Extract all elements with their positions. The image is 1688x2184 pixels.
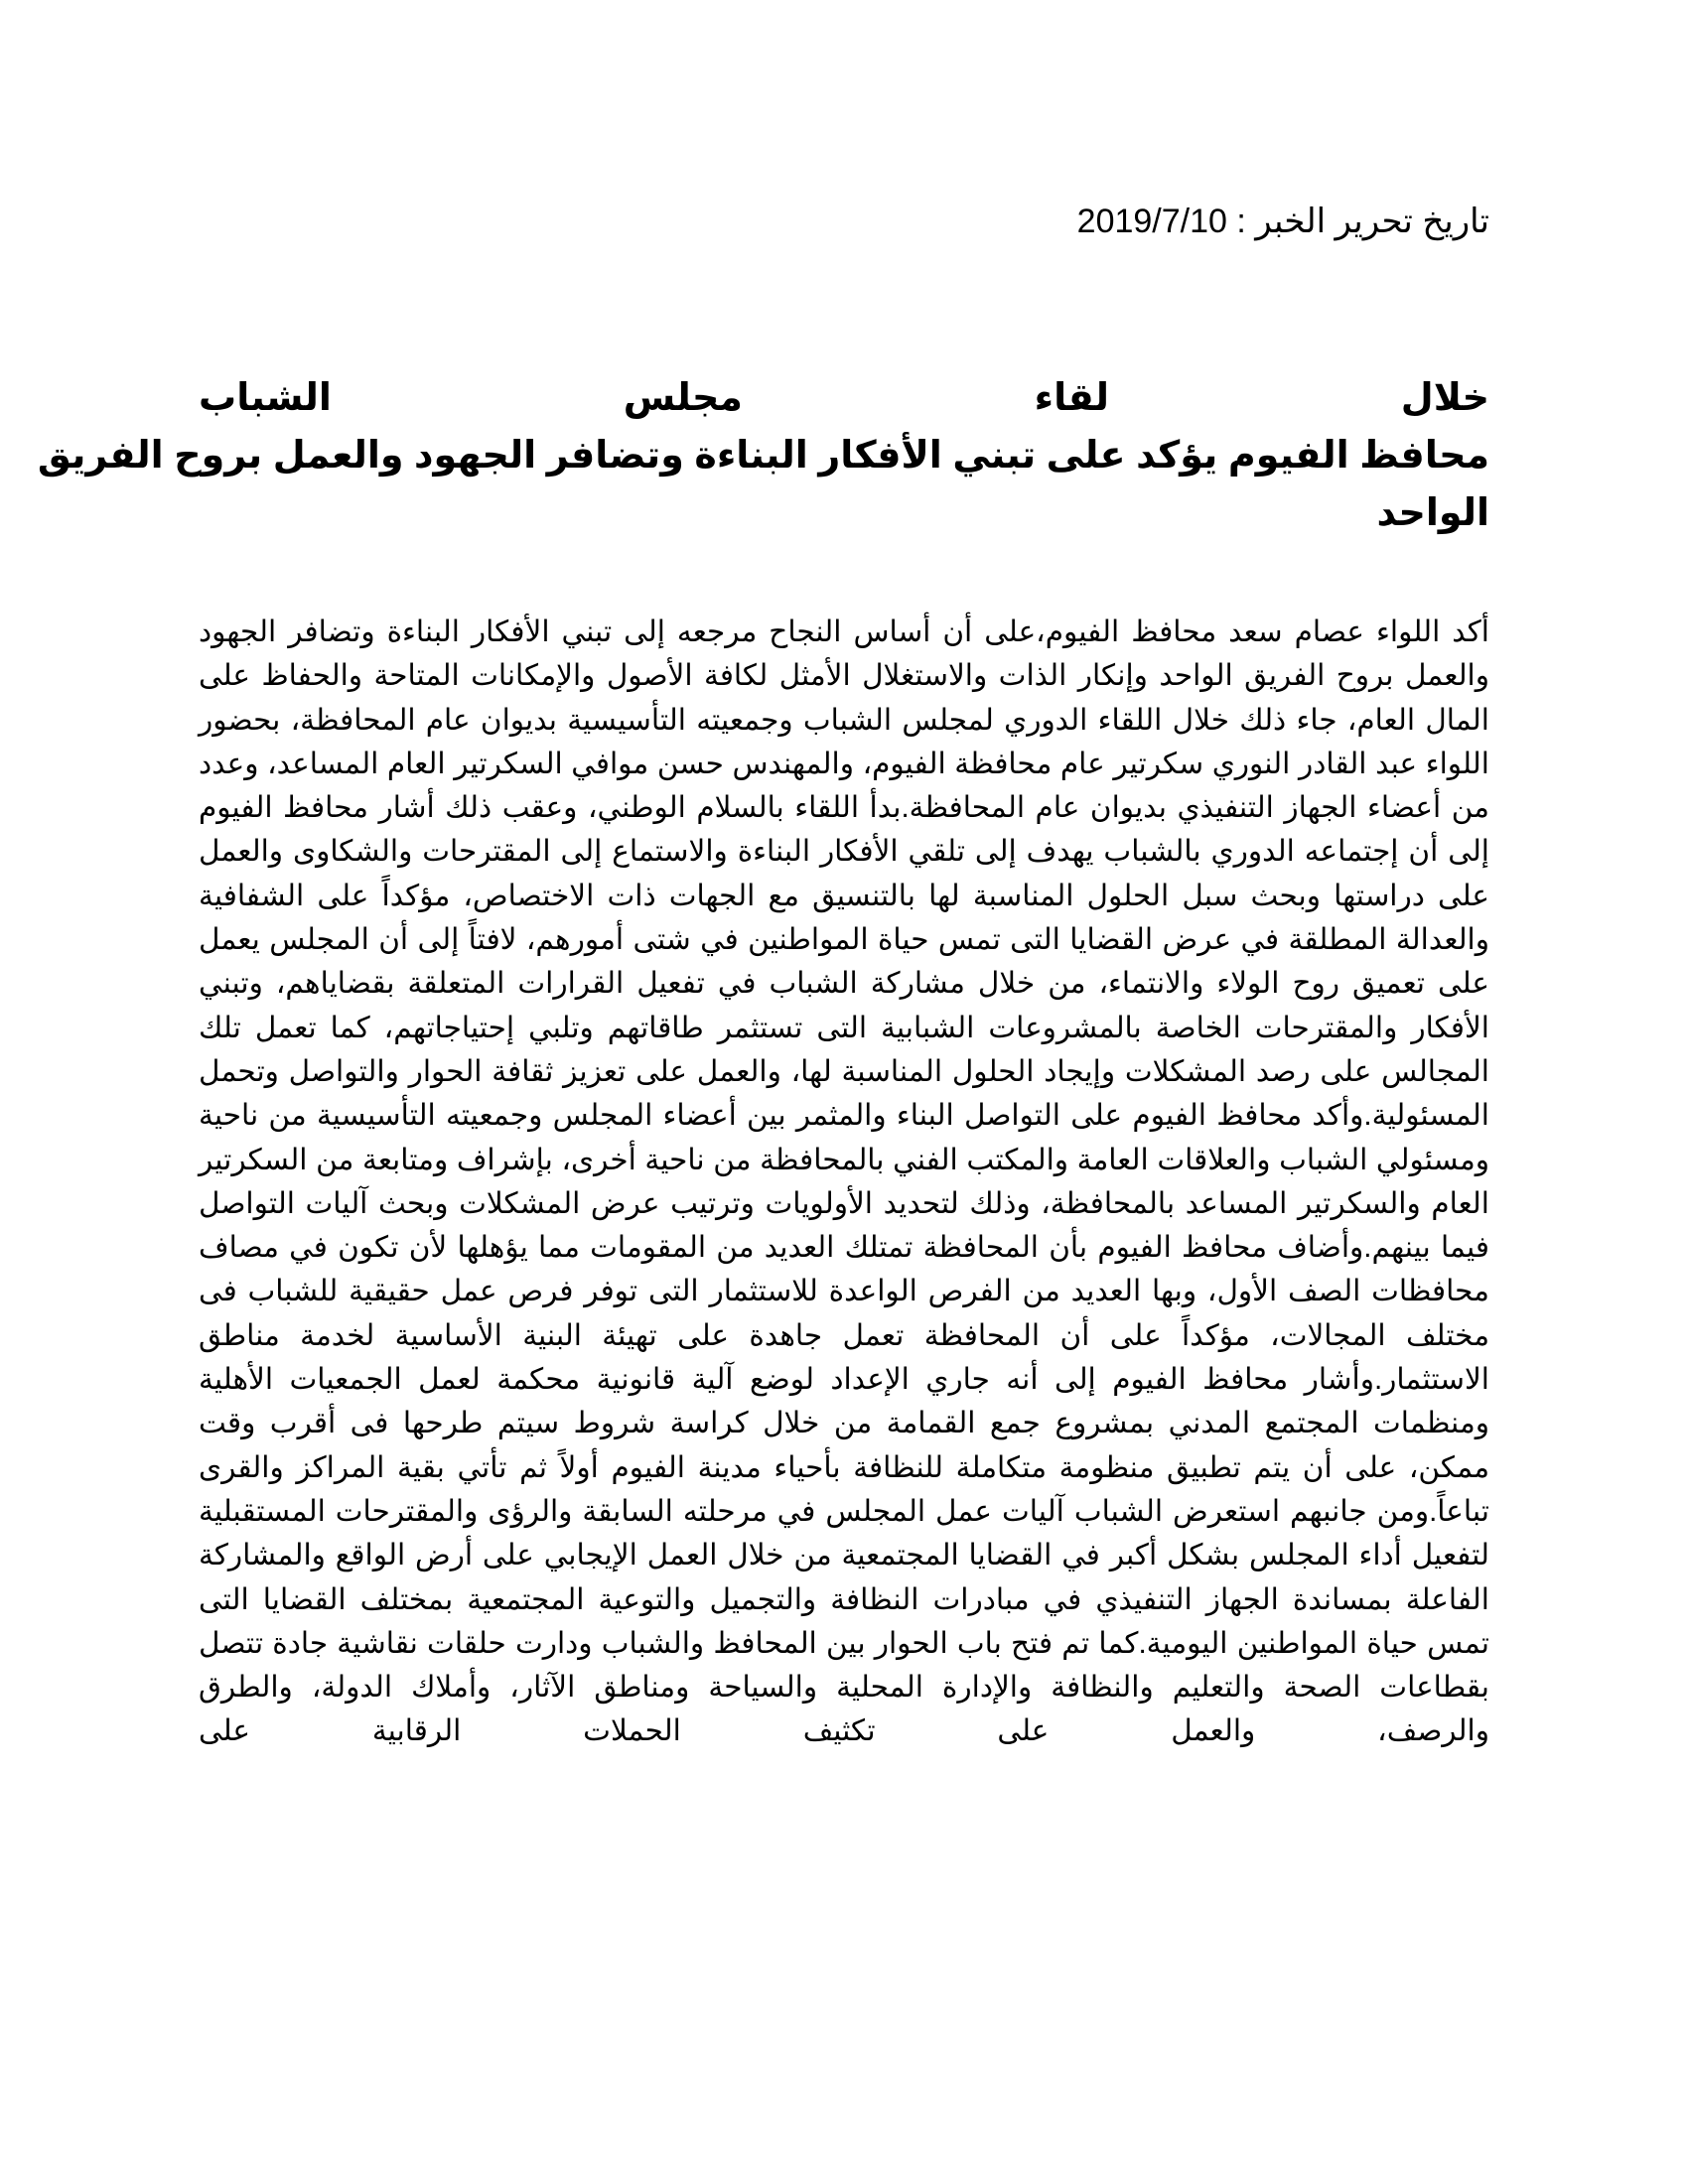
headline-word: مجلس [623, 377, 743, 419]
headline-line-2: محافظ الفيوم يؤكد على تبني الأفكار البناءة وتضافر الجهود والعمل بروح الفريق [37, 435, 1489, 477]
headline [37, 369, 1489, 542]
date-value: 2019/7/10 [1076, 203, 1227, 240]
headline-word: الشباب [199, 377, 332, 419]
article-body: أكد اللواء عصام سعد محافظ الفيوم،على أن أساس النجاح مرجعه إلى تبني الأفكار البناءة وتضافر الجهود والعمل بروح الفريق الواحد وإنكار الذات والاستغلال الأمثل لكافة الأصول والإمكانات المتاحة والحفاظ على المال العام، جاء ذلك خلال اللقاء الدوري لمجلس الشباب وجمعيته التأسيسية بديوان عام المحافظة، بحضور اللواء عبد القادر النوري سكرتير عام محافظة الفيوم، والمهندس حسن موافي السكرتير العام المساعد، وعدد من أعضاء الجهاز التنفيذي بديوان عام المحافظة.بدأ اللقاء بالسلام الوطني، وعقب ذلك أشار محافظ الفيوم إلى أن إجتماعه الدوري بالشباب يهدف إلى تلقي الأفكار البناءة والاستماع إلى المقترحات والشكاوى والعمل على دراستها وبحث سبل الحلول المناسبة لها بالتنسيق مع الجهات ذات الاختصاص، مؤكداً على الشفافية والعدالة المطلقة في عرض القضايا التى تمس حياة المواطنين في شتى أمورهم، لافتاً إلى أن المجلس يعمل على تعميق روح الولاء والانتماء، من خلال مشاركة الشباب في تفعيل القرارات المتعلقة بقضاياهم، وتبني الأفكار والمقترحات الخاصة بالمشروعات الشبابية التى تستثمر طاقاتهم وتلبي إحتياجاتهم، كما تعمل تلك المجالس على رصد المشكلات وإيجاد الحلول المناسبة لها، والعمل على تعزيز ثقافة الحوار والتواصل وتحمل المسئولية.وأكد محافظ الفيوم على التواصل البناء والمثمر بين أعضاء المجلس وجمعيته التأسيسية من ناحية ومسئولي الشباب والعلاقات العامة والمكتب الفني بالمحافظة من ناحية أخرى، بإشراف ومتابعة من السكرتير العام والسكرتير المساعد بالمحافظة، وذلك لتحديد الأولويات وترتيب عرض المشكلات وبحث آليات التواصل فيما بينهم.وأضاف محافظ الفيوم بأن المحافظة تمتلك العديد من المقومات مما يؤهلها لأن تكون في مصاف محافظات الصف الأول، وبها العديد من الفرص الواعدة للاستثمار التى توفر فرص عمل حقيقية للشباب فى مختلف المجالات، مؤكداً على أن المحافظة تعمل جاهدة على تهيئة البنية الأساسية لخدمة مناطق الاستثمار.وأشار محافظ الفيوم إلى أنه جاري الإعداد لوضع آلية قانونية محكمة لعمل الجمعيات الأهلية ومنظمات المجتمع المدني بمشروع جمع القمامة من خلال كراسة شروط سيتم طرحها فى أقرب وقت ممكن، على أن يتم تطبيق منظومة متكاملة للنظافة بأحياء مدينة الفيوم أولاً ثم تأتي بقية المراكز والقرى تباعاً.ومن جانبهم استعرض الشباب آليات عمل المجلس في مرحلته السابقة والرؤى والمقترحات المستقبلية لتفعيل أداء المجلس بشكل أكبر في القضايا المجتمعية من خلال العمل الإيجابي على أرض الواقع والمشاركة الفاعلة بمساندة الجهاز التنفيذي في مبادرات النظافة والتجميل والتوعية المجتمعية بمختلف القضايا التى تمس حياة المواطنين اليومية.كما تم فتح باب الحوار بين المحافظ والشباب ودارت حلقات نقاشية جادة تتصل بقطاعات الصحة والتعليم والنظافة والإدارة المحلية والسياحة ومناطق الآثار، وأملاك الدولة، والطرق والرصف، والعمل على تكثيف الحملات الرقابية على [199, 615, 1489, 1748]
headline-word: لقاء [1034, 377, 1109, 419]
headline-line-3: الواحد [1376, 492, 1489, 534]
document-page [37, 0, 1489, 2184]
date-label: تاريخ تحرير الخبر : [1236, 203, 1489, 240]
headline-line-1 [199, 369, 1489, 427]
headline-word: خلال [1400, 377, 1489, 419]
news-date-line [199, 197, 1489, 246]
